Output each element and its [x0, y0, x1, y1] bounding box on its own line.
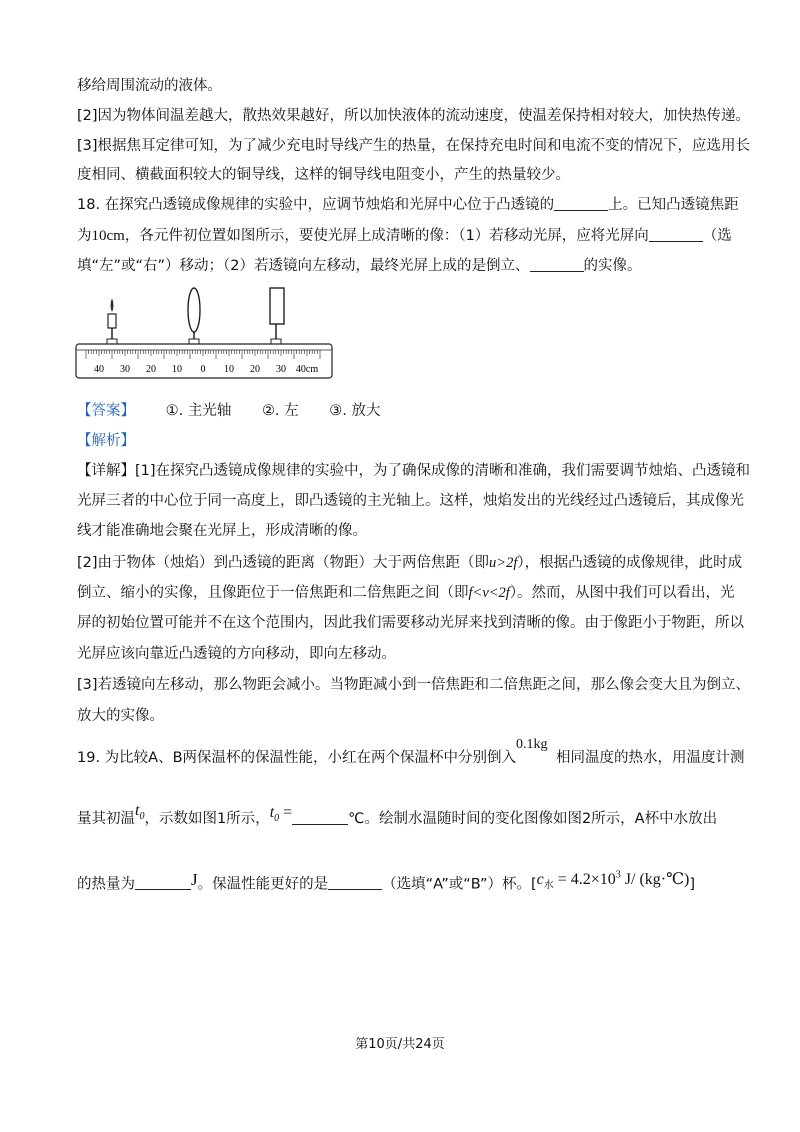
detail-line-9: 放大的实像。 — [77, 708, 164, 724]
answer-blank-3[interactable] — [530, 257, 584, 272]
q18-line-2: 为10cm，各元件初位置如图所示，要使光屏上成清晰的像：（1）若移动光屏，应将光屏向 （选 — [77, 228, 732, 244]
answer-tag: 【答案】 — [77, 403, 135, 419]
prev-line-1: 移给周围流动的液体。 — [77, 78, 222, 94]
answer-blank-1[interactable] — [554, 196, 608, 211]
screen-icon — [270, 288, 284, 345]
detail-line-6: 屏的初始位置可能并不在这个范围内，因此我们需要移动光屏来找到清晰的像。由于像距小于物距，所以 — [77, 615, 744, 631]
answer-row — [77, 401, 380, 421]
page-footer: 第10页/共24页 — [355, 1037, 445, 1052]
answer-blank-cup[interactable] — [328, 875, 382, 890]
detail-line-1: 【详解】[1]在探究凸透镜成像规律的实验中，为了确保成像的清晰和准确，我们需要调节烛焰、凸透镜和 — [77, 463, 751, 479]
ruler-label: 20 — [250, 364, 260, 375]
ruler-label: 0 — [200, 364, 206, 375]
q19-line-1: 19. 为比较A、B两保温杯的保温性能，小红在两个保温杯中分别倒入0.1kg相同温度的热水，用温度计测 — [77, 737, 745, 766]
ruler-label: 30 — [276, 364, 286, 375]
ruler-label: 10 — [224, 364, 234, 375]
specific-heat-formula: $c_水 = 4.2\times 10^3$ J/ (kg·℃) — [536, 870, 690, 892]
analysis-tag: 【解析】 — [77, 433, 135, 449]
ruler-label: 40cm — [295, 364, 319, 375]
q19-line-3: 的热量为 J。保温性能更好的是 （选填“A”或“B”）杯。[$c_水 = 4.2\times 10^3$ J/ (kg·℃)] — [77, 870, 696, 893]
detail-line-8: [3]若透镜向左移动，那么物距会减小。当物距减小到一倍焦距和二倍焦距之间，那么像会变大且为倒立、 — [77, 677, 751, 693]
answer-blank-t0[interactable] — [292, 810, 348, 825]
ruler-label: 10 — [172, 364, 182, 375]
answer-blank-heat[interactable] — [135, 875, 191, 890]
detail-line-5: 倒立、缩小的实像，且像距位于一倍焦距和二倍焦距之间（即f<v<2f）。然而，从图中我们可以看出，光 — [77, 585, 735, 601]
ruler-label: 40 — [94, 364, 104, 375]
answer-blank-2[interactable] — [649, 227, 703, 242]
optical-bench-figure — [74, 284, 336, 384]
detail-line-3: 线才能准确地会聚在光屏上，形成清晰的像。 — [77, 523, 367, 539]
focal-length: 10cm — [91, 228, 125, 244]
prev-line-4: 度相同、横截面积较大的铜导线，这样的铜导线电阻变小，产生的热量较少。 — [77, 167, 570, 183]
answer-1: ①. 主光轴 — [165, 403, 232, 419]
ruler-label: 30 — [120, 364, 130, 375]
q19-line-2: 量其初温$t_0$，示数如图1所示，$t_0$ = ℃。绘制水温随时间的变化图像如图2所示，A杯中水放出 — [77, 802, 718, 827]
answer-2: ②. 左 — [261, 403, 299, 419]
ruler-label: 20 — [146, 364, 156, 375]
detail-line-2: 光屏三者的中心位于同一高度上，即凸透镜的主光轴上。这样，烛焰发出的光线经过凸透镜后，其成像光 — [77, 493, 744, 509]
detail-line-4: [2]由于物体（烛焰）到凸透镜的距离（物距）大于两倍焦距（即u>2f），根据凸透镜的成像规律，此时成 — [77, 555, 743, 571]
detail-line-7: 光屏应该向靠近凸透镜的方向移动，即向左移动。 — [77, 646, 396, 662]
q18-line-3: 填“左”或“右”）移动；（2）若透镜向左移动，最终光屏上成的是倒立、 的实像。 — [77, 258, 642, 274]
prev-line-2: [2]因为物体间温差越大，散热效果越好，所以加快液体的流动速度，使温差保持相对较大，加快热传递。 — [77, 108, 751, 124]
lens-icon — [188, 288, 200, 345]
answer-3: ③. 放大 — [329, 403, 381, 419]
water-mass: 0.1kg — [516, 737, 548, 752]
q18-line-1: 18. 在探究凸透镜成像规律的实验中，应调节烛焰和光屏中心位于凸透镜的 上。已知凸透镜焦距 — [77, 197, 739, 213]
prev-line-3: [3]根据焦耳定律可知，为了减少充电时导线产生的热量，在保持充电时间和电流不变的情况下，应选用长 — [77, 138, 751, 154]
candle-icon — [107, 298, 117, 345]
